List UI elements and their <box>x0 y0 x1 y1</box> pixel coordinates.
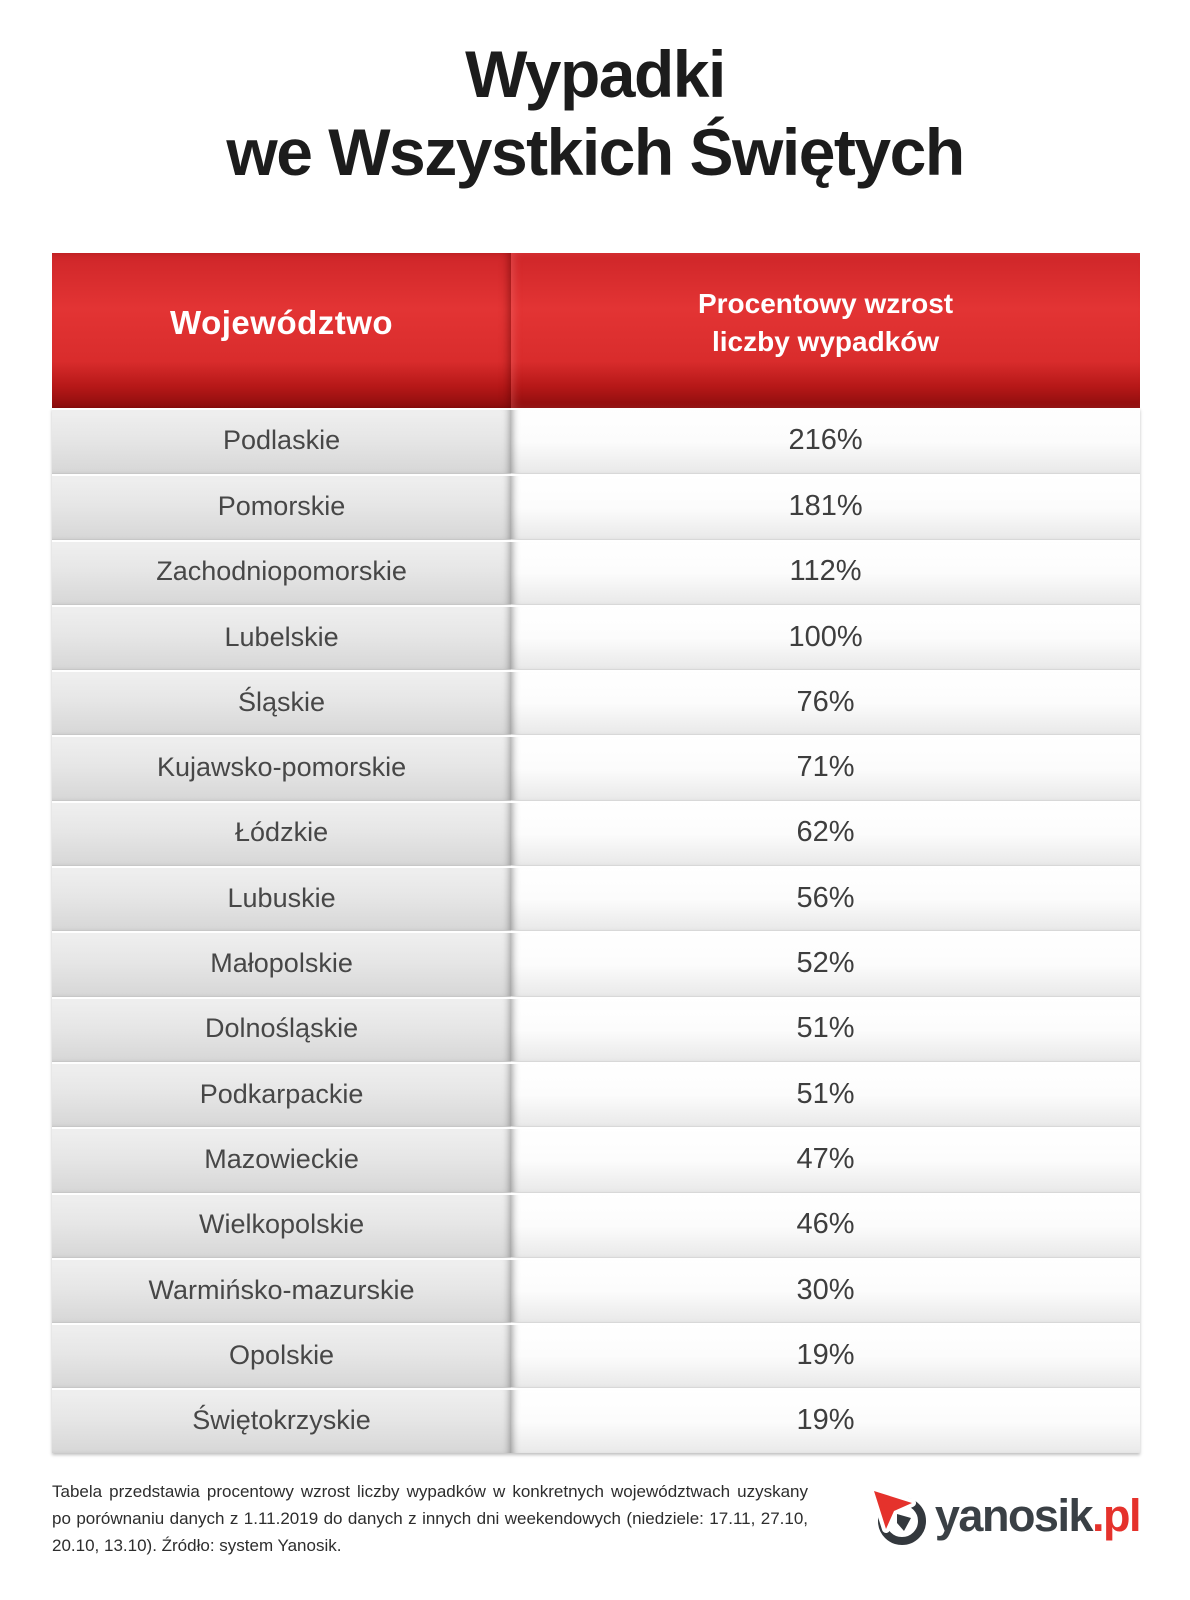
voivodeship-cell: Pomorskie <box>52 473 511 538</box>
table-row <box>52 800 1140 865</box>
voivodeship-cell: Łódzkie <box>52 800 511 865</box>
table-row <box>52 996 1140 1061</box>
column-header-procentowy-wzrost <box>511 253 1140 408</box>
voivodeship-cell: Kujawsko-pomorskie <box>52 734 511 799</box>
voivodeship-cell: Podkarpackie <box>52 1061 511 1126</box>
yanosik-navigation-arrow-icon <box>867 1484 931 1548</box>
table-row <box>52 408 1140 473</box>
table-row <box>52 1387 1140 1452</box>
percentage-cell: 51% <box>511 1061 1140 1126</box>
voivodeship-cell: Opolskie <box>52 1322 511 1387</box>
table-row <box>52 539 1140 604</box>
percentage-cell: 76% <box>511 669 1140 734</box>
voivodeship-cell: Dolnośląskie <box>52 996 511 1061</box>
percentage-cell: 46% <box>511 1192 1140 1257</box>
footnote-text: Tabela przedstawia procentowy wzrost liczby wypadków w konkretnych województwach uzyskany po porównaniu danych z 1.11.2019 do danych z innych dni weekendowych (niedziele: 17.11, 27.10, 20.10, 13.10). Źródło: system Yanosik. <box>52 1482 808 1556</box>
table-row <box>52 473 1140 538</box>
voivodeship-cell: Warmińsko-mazurskie <box>52 1257 511 1322</box>
column-header-procentowy-wzrost-text: Procentowy wzrost liczby wypadków <box>697 287 954 357</box>
percentage-cell: 30% <box>511 1257 1140 1322</box>
table-body <box>52 408 1140 1453</box>
page-title-line1: Wypadki <box>465 37 725 111</box>
voivodeship-cell: Małopolskie <box>52 930 511 995</box>
voivodeship-cell: Podlaskie <box>52 408 511 473</box>
percentage-cell: 52% <box>511 930 1140 995</box>
voivodeship-cell: Zachodniopomorskie <box>52 539 511 604</box>
percentage-cell: 56% <box>511 865 1140 930</box>
voivodeship-cell: Wielkopolskie <box>52 1192 511 1257</box>
table-header-row <box>52 253 1140 408</box>
page-title <box>0 36 1190 192</box>
percentage-cell: 19% <box>511 1322 1140 1387</box>
percentage-cell: 112% <box>511 539 1140 604</box>
logo-tld: .pl <box>1092 1490 1140 1541</box>
page-title-line2: we Wszystkich Świętych <box>226 114 964 189</box>
logo-wordmark: yanosik.pl <box>934 1490 1140 1541</box>
table-row <box>52 734 1140 799</box>
percentage-cell: 181% <box>511 473 1140 538</box>
table-row <box>52 1061 1140 1126</box>
table-row <box>52 1126 1140 1191</box>
percentage-cell: 216% <box>511 408 1140 473</box>
voivodeship-cell: Śląskie <box>52 669 511 734</box>
voivodeship-cell: Mazowieckie <box>52 1126 511 1191</box>
column-header-wojewodztwo: Województwo <box>52 253 511 408</box>
table-row <box>52 1257 1140 1322</box>
percentage-cell: 71% <box>511 734 1140 799</box>
table-row <box>52 1192 1140 1257</box>
voivodeship-cell: Lubelskie <box>52 604 511 669</box>
table-row <box>52 669 1140 734</box>
voivodeship-cell: Lubuskie <box>52 865 511 930</box>
percentage-cell: 62% <box>511 800 1140 865</box>
table-row <box>52 1322 1140 1387</box>
footer <box>52 1478 1140 1560</box>
percentage-cell: 100% <box>511 604 1140 669</box>
accidents-table <box>52 253 1140 1453</box>
percentage-cell: 19% <box>511 1387 1140 1452</box>
table-row <box>52 865 1140 930</box>
yanosik-logo <box>867 1484 1140 1548</box>
table-row <box>52 930 1140 995</box>
table-row <box>52 604 1140 669</box>
percentage-cell: 47% <box>511 1126 1140 1191</box>
percentage-cell: 51% <box>511 996 1140 1061</box>
voivodeship-cell: Świętokrzyskie <box>52 1387 511 1452</box>
